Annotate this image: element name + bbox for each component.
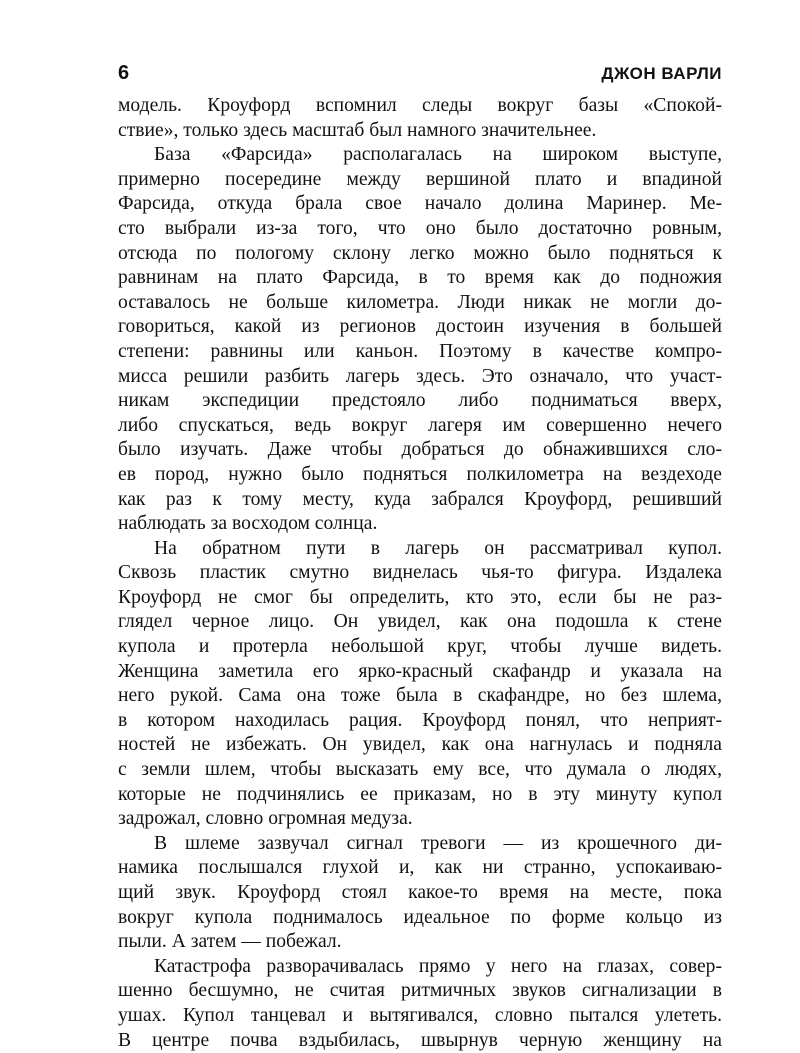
text-line: Катастрофа разворачивалась прямо у него на глазах, совер- bbox=[154, 955, 722, 977]
text-line: отсюда по пологому склону легко можно было подняться к bbox=[118, 242, 722, 264]
text-line: В центре почва вздыбилась, швырнув черную женщину на bbox=[118, 1029, 722, 1051]
text-line: сто выбрали из-за того, что оно было достаточно ровным, bbox=[118, 217, 722, 239]
text-line: ев пород, нужно было подняться полкилометра на вездеходе bbox=[118, 463, 722, 485]
text-line: которые не подчинялись ее приказам, но в эту минуту купол bbox=[118, 783, 722, 805]
text-line: глядел черное лицо. Он увидел, как она подошла к стене bbox=[118, 611, 722, 633]
text-line: ствие», только здесь масштаб был намного значительнее. bbox=[118, 119, 597, 141]
text-line: На обратном пути в лагерь он рассматривал купол. bbox=[154, 537, 722, 559]
text-line: В шлеме зазвучал сигнал тревоги — из крошечного ди- bbox=[154, 832, 722, 854]
text-line: либо спускаться, ведь вокруг лагеря им совершенно нечего bbox=[118, 414, 722, 436]
text-line: шенно бесшумно, не считая ритмичных звуков сигнализации в bbox=[118, 980, 722, 1002]
text-line: вокруг купола поднималось идеальное по форме кольцо из bbox=[118, 906, 722, 928]
text-line: задрожал, словно огромная медуза. bbox=[118, 808, 413, 830]
text-line: равнинам на плато Фарсида, в то время как до подножия bbox=[118, 267, 722, 289]
text-line: пыли. А затем — побежал. bbox=[118, 931, 342, 953]
text-line: Фарсида, откуда брала свое начало долина Маринер. Ме- bbox=[118, 193, 722, 215]
text-line: мисса решили разбить лагерь здесь. Это означало, что участ- bbox=[118, 365, 722, 387]
text-line: примерно посередине между вершиной плато и впадиной bbox=[118, 168, 722, 190]
page-number: 6 bbox=[118, 62, 130, 84]
text-line: модель. Кроуфорд вспомнил следы вокруг базы «Спокой- bbox=[118, 95, 722, 116]
text-line: было изучать. Даже чтобы добраться до обнажившихся сло- bbox=[118, 439, 722, 461]
text-line: него рукой. Сама она тоже была в скафандре, но без шлема, bbox=[118, 685, 722, 707]
text-line: Кроуфорд не смог бы определить, кто это, если бы не раз- bbox=[118, 586, 722, 608]
text-line: наблюдать за восходом солнца. bbox=[118, 513, 378, 535]
text-line: с земли шлем, чтобы высказать ему все, что думала о людях, bbox=[118, 759, 722, 781]
text-line: в котором находилась рация. Кроуфорд понял, что неприят- bbox=[118, 709, 722, 731]
running-head bbox=[118, 62, 722, 94]
running-head-author: ДЖОН ВАРЛИ bbox=[601, 64, 722, 83]
text-line: База «Фарсида» располагалась на широком выступе, bbox=[154, 144, 722, 166]
text-line: как раз к тому месту, куда забрался Кроуфорд, решивший bbox=[118, 488, 722, 510]
book-page bbox=[118, 62, 722, 1053]
body-text bbox=[118, 94, 722, 1053]
text-line: Женщина заметила его ярко-красный скафандр и указала на bbox=[118, 660, 722, 682]
text-line: степени: равнины или каньон. Поэтому в качестве компро- bbox=[118, 340, 722, 362]
text-line: Сквозь пластик смутно виднелась чья-то фигура. Издалека bbox=[118, 562, 722, 584]
text-line: ностей не избежать. Он увидел, как она нагнулась и подняла bbox=[118, 734, 722, 756]
text-line: купола и протерла небольшой круг, чтобы лучше видеть. bbox=[118, 636, 722, 658]
text-line: намика послышался глухой и, как ни странно, успокаиваю- bbox=[118, 857, 722, 879]
text-line: оставалось не больше километра. Люди никак не могли до- bbox=[118, 291, 722, 313]
text-line: ушах. Купол танцевал и вытягивался, словно пытался улететь. bbox=[118, 1004, 722, 1026]
text-line: щий звук. Кроуфорд стоял какое-то время на месте, пока bbox=[118, 882, 722, 903]
text-line: говориться, какой из регионов достоин изучения в большей bbox=[118, 316, 722, 338]
text-line: никам экспедиции предстояло либо подниматься вверх, bbox=[118, 390, 722, 412]
